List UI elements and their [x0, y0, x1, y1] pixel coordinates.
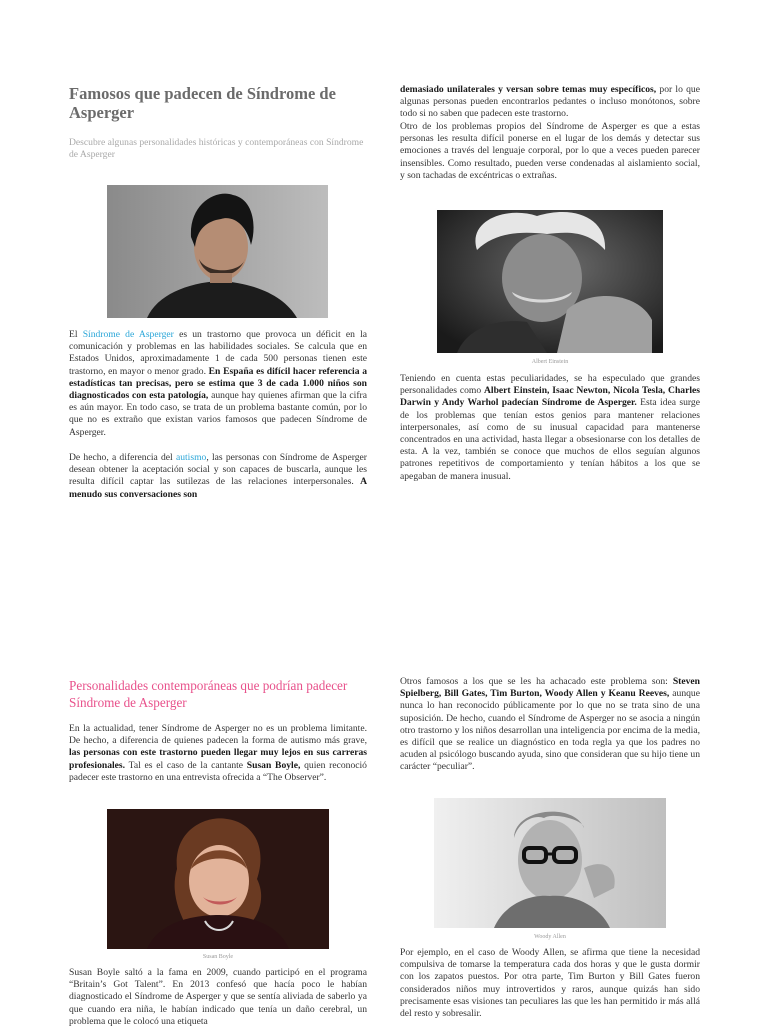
einstein-photo: [437, 210, 663, 353]
page2-right-para1: Otros famosos a los que se les ha achacado este problema son: Steven Spielberg, Bill Gates, Tim Burton, Woody Allen y Keanu Reeves, aunque nunca lo han reconocido públicamente por lo que no se trata sino de una suposición. De hecho, cuando el Síndrome de Asperger no se asocia a ningún otro trastorno y los niños desarrollan una inteligencia por encima de la media, es difícil que se realice un diagnóstico en toda regla ya que los padres no acuden al psicólogo buscando ayuda, sino que consideran que su hijo tiene un carácter “peculiar”.: [400, 676, 700, 773]
einstein-caption: Albert Einstein: [531, 359, 569, 365]
page1-right-para1: demasiado unilaterales y versan sobre temas muy específicos, por lo que algunas personas pueden encontrarlos pedantes o incluso monótonos, sobre todo si no saben que padecen este trastorno.: [400, 84, 700, 120]
autismo-link[interactable]: autismo: [175, 452, 207, 463]
woody-allen-photo: [434, 798, 666, 928]
woody-caption: Woody Allen: [534, 934, 566, 940]
section-heading: Personalidades contemporáneas que podrían padecer Síndrome de Asperger: [69, 678, 348, 710]
page1-right-para2: Otro de los problemas propios del Síndrome de Asperger es que a estas personas les resulta difícil ponerse en el lugar de los demás y detectar sus emociones a través del lenguaje corporal, por lo que a veces pueden parecer insensibles. Como resultado, pueden verse condenadas al aislamiento social, y son tachadas de excéntricas o extrañas.: [400, 121, 700, 181]
susan-boyle-photo: [107, 809, 329, 949]
page2-para2: Susan Boyle saltó a la fama en 2009, cuando participó en el programa “Britain’s Got Talent”. En 2013 confesó que hacía poco le habían diagnosticado el Síndrome de Asperger y que se sentía aliviada de saberlo ya que cuando era niña, le habían indicado que tenía un daño cerebral, un problema que le colocó una etiqueta: [69, 967, 367, 1027]
page-subtitle: Descubre algunas personalidades históricas y contemporáneas con Síndrome de Asperger: [69, 137, 364, 160]
boyle-caption: Susan Boyle: [202, 954, 234, 960]
page2-para1: En la actualidad, tener Síndrome de Asperger no es un problema limitante. De hecho, a diferencia de quienes padecen la forma de autismo más grave, las personas con este trastorno pueden llegar muy lejos en sus carreras profesionales. Tal es el caso de la cantante Susan Boyle, quien reconoció padecer este trastorno en una entrevista ofrecida a “The Observer”.: [69, 723, 367, 783]
asperger-link[interactable]: Síndrome de Asperger: [82, 329, 174, 340]
page1-para1: El Síndrome de Asperger es un trastorno que provoca un déficit en la comunicación y problemas en las habilidades sociales. Se calcula que en Estados Unidos, aproximadamente 1 de cada 500 personas tienen este trastorno, en mayor o menor grado. En España es difícil hacer referencia a estadísticas tan precisas, pero se estima que 3 de cada 1.000 niños son diagnosticados con esta patología, aunque hay quienes afirman que la cifra es aún mayor. En todo caso, se trata de un problema bastante común, por lo que no es extraño que existan varios famosos que padecen Síndrome de Asperger.: [69, 329, 367, 438]
page2-right-para2: Por ejemplo, en el caso de Woody Allen, se afirma que tiene la necesidad compulsiva de tomarse la temperatura cada dos horas y que le gusta dormir con los zapatos puestos. Por otra parte, Tim Burton y Bill Gates fueron considerados niños muy introvertidos y raros, aunque quizás han sido precisamente esas visiones tan peculiares las que les han permitido ir más allá del resto y sobresalir.: [400, 947, 700, 1020]
page1-para2: De hecho, a diferencia del autismo, las personas con Síndrome de Asperger desean obtener la aceptación social y son capaces de buscarla, aunque les resulta difícil captar las sutilezas de las relaciones interpersonales. A menudo sus conversaciones son: [69, 452, 367, 500]
page1-left-column: [69, 84, 367, 161]
page-title: Famosos que padecen de Síndrome de Asperger: [69, 84, 336, 122]
page1-right-para3: Teniendo en cuenta estas peculiaridades, se ha especulado que grandes personalidades como Albert Einstein, Isaac Newton, Nicola Tesla, Charles Darwin y Andy Warhol padecían Síndrome de Asperger. Esta idea surge de los problemas que tenían estos genios para mantener relaciones interpersonales, así como de su inusual capacidad para mantenerse concentrados en una actividad, hasta llegar a obsesionarse con los detalles de esta. A la vez, también se conoce que muchos de ellos seguían algunos patrones repetitivos de comportamiento y tenían hábitos a los que se apegaban de manera inusual.: [400, 373, 700, 482]
keanu-reeves-photo: [107, 185, 328, 318]
